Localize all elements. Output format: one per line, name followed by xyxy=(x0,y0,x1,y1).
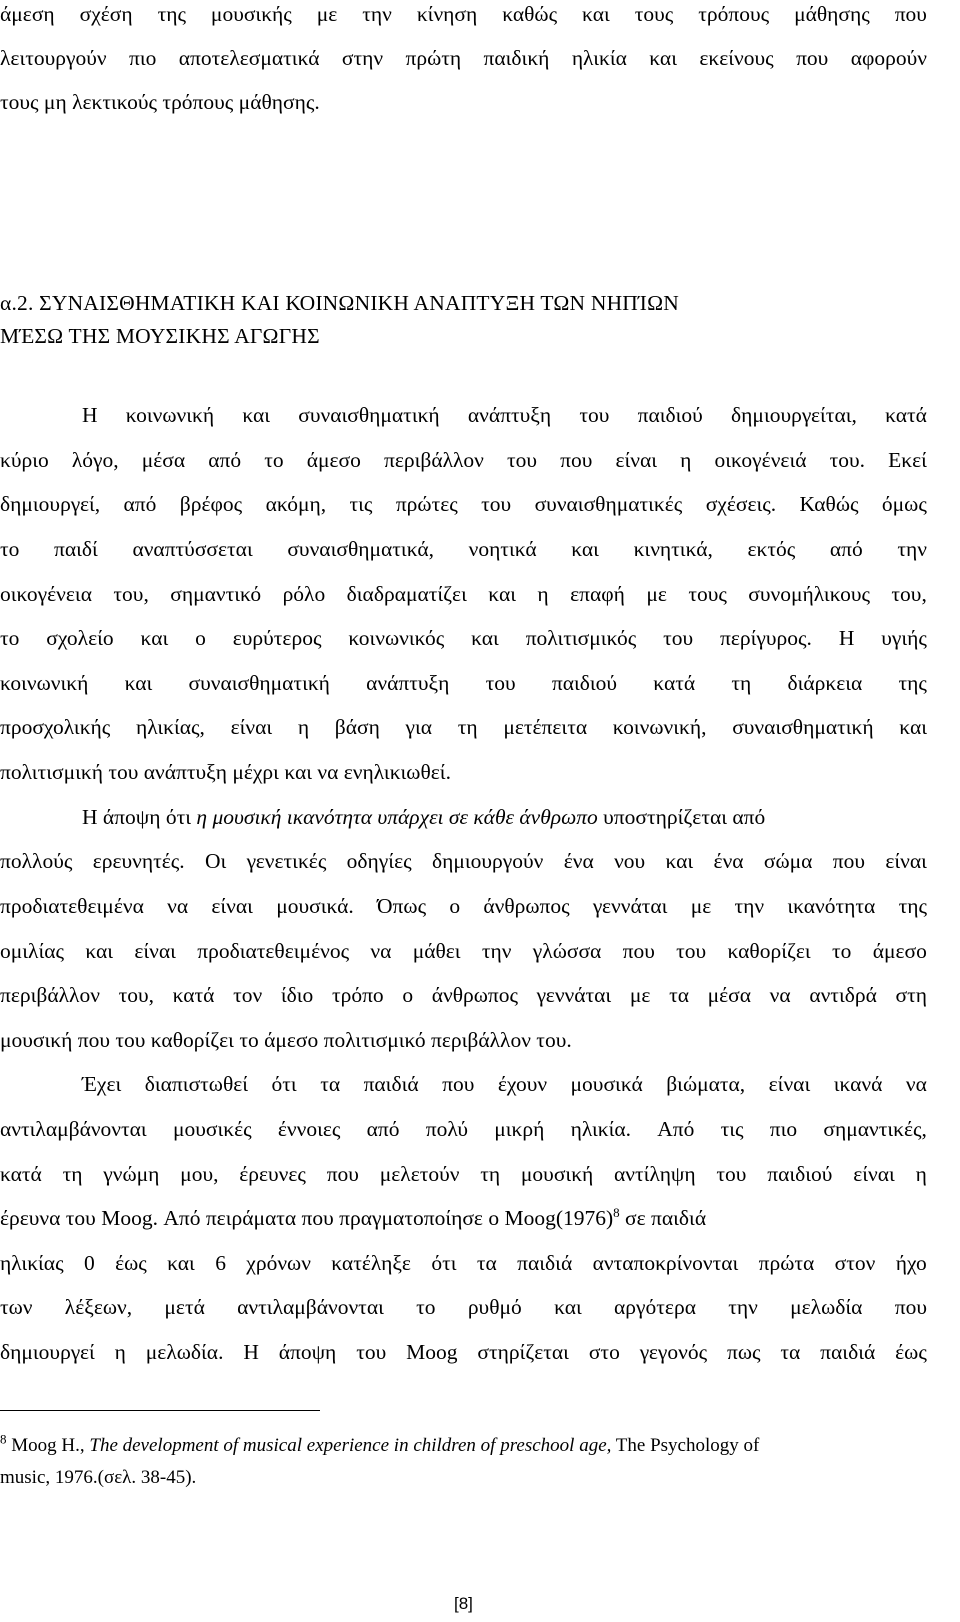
text-run: The Psychology of xyxy=(611,1435,760,1456)
body-text-line: πολιτισμική του ανάπτυξη μέχρι και να ενηλικιωθεί. xyxy=(0,760,451,784)
body-text-line: οικογένεια του, σημαντικό ρόλο διαδραματίζει και η επαφή με τους συνομήλικους του, xyxy=(0,582,927,606)
body-text-line: μουσική που του καθορίζει το άμεσο πολιτισμικό περιβάλλον του. xyxy=(0,1028,572,1052)
body-text-line: το σχολείο και ο ευρύτερος κοινωνικός και πολιτισμικός του περίγυρος. Η υγιής xyxy=(0,626,927,650)
text-run: υποστηρίζεται από xyxy=(597,805,766,829)
body-text-line: κύριο λόγο, μέσα από το άμεσο περιβάλλον του που είναι η οικογένειά του. Εκεί xyxy=(0,448,927,472)
section-heading-line: ΜΈΣΩ ΤΗΣ ΜΟΥΣΙΚΗΣ ΑΓΩΓΗΣ xyxy=(0,324,320,348)
footnote-line: music, 1976.(σελ. 38-45). xyxy=(0,1467,197,1488)
body-text-line: περιβάλλον του, κατά τον ίδιο τρόπο ο άνθρωπος γεννάται με τα μέσα να αντιδρά στη xyxy=(0,983,927,1007)
body-text-line: λειτουργούν πιο αποτελεσματικά στην πρώτη παιδική ηλικία και εκείνους που αφορούν xyxy=(0,46,927,70)
text-run: Η άποψη ότι xyxy=(82,805,197,829)
body-text-line: αντιλαμβάνονται μουσικές έννοιες από πολύ μικρή ηλικία. Από τις πιο σημαντικές, xyxy=(0,1117,927,1141)
body-text-line: πολλούς ερευνητές. Οι γενετικές οδηγίες δημιουργούν ένα νου και ένα σώμα που είναι xyxy=(0,849,927,873)
body-text-line: δημιουργεί η μελωδία. Η άποψη του Moog στηρίζεται στο γεγονός πως τα παιδιά έως xyxy=(0,1340,927,1364)
text-run: έρευνα του Moog. Από πειράματα που πραγματοποίησε ο Moog(1976) xyxy=(0,1206,614,1230)
text-run: σε παιδιά xyxy=(619,1206,707,1230)
footnote-line xyxy=(0,1431,760,1458)
body-text-line: κοινωνική και συναισθηματική ανάπτυξη του παιδιού κατά τη διάρκεια της xyxy=(0,671,927,695)
body-text-line xyxy=(0,1204,706,1232)
italic-text-run: η μουσική ικανότητα υπάρχει σε κάθε άνθρωπο xyxy=(196,805,598,829)
footnote-marker: 8 xyxy=(0,1431,7,1447)
body-text-line: Έχει διαπιστωθεί ότι τα παιδιά που έχουν μουσικά βιώματα, είναι ικανά να xyxy=(82,1072,927,1096)
body-text-line: προσχολικής ηλικίας, είναι η βάση για τη μετέπειτα κοινωνική, συναισθηματική και xyxy=(0,715,927,739)
body-text-line: Η κοινωνική και συναισθηματική ανάπτυξη του παιδιού δημιουργείται, κατά xyxy=(82,403,927,427)
page-number: [8] xyxy=(454,1594,473,1613)
body-text-line: των λέξεων, μετά αντιλαμβάνονται το ρυθμό και αργότερα την μελωδία που xyxy=(0,1295,927,1319)
body-text-line: άμεση σχέση της μουσικής με την κίνηση καθώς και τους τρόπους μάθησης που xyxy=(0,2,927,26)
footnote-separator xyxy=(0,1410,320,1411)
body-text-line: τους μη λεκτικούς τρόπους μάθησης. xyxy=(0,90,320,114)
body-text-line: το παιδί αναπτύσσεται συναισθηματικά, νοητικά και κινητικά, εκτός από την xyxy=(0,537,927,561)
body-text-line: δημιουργεί, από βρέφος ακόμη, τις πρώτες του συναισθηματικές σχέσεις. Καθώς όμως xyxy=(0,492,927,516)
italic-text-run: The development of musical experience in children of preschool age, xyxy=(89,1435,612,1456)
body-text-line: ηλικίας 0 έως και 6 χρόνων κατέληξε ότι τα παιδιά ανταποκρίνονται πρώτα στον ήχο xyxy=(0,1251,927,1275)
body-text-line: ομιλίας και είναι προδιατεθειμένος να μάθει την γλώσσα που του καθορίζει το άμεσο xyxy=(0,939,927,963)
body-text-line: κατά τη γνώμη μου, έρευνες που μελετούν τη μουσική αντίληψη του παιδιού είναι η xyxy=(0,1162,927,1186)
section-heading-line: α.2. ΣΥΝΑΙΣΘΗΜΑΤΙΚΗ ΚΑΙ ΚΟΙΝΩΝΙΚΗ ΑΝΑΠΤΥΞΗ ΤΩΝ ΝΗΠΊΩΝ xyxy=(0,291,679,315)
body-text-line xyxy=(82,803,765,831)
footnote-reference[interactable]: 8 xyxy=(613,1204,620,1220)
text-run: Moog H., xyxy=(6,1435,90,1456)
body-text-line: προδιατεθειμένα να είναι μουσικά. Όπως ο άνθρωπος γεννάται με την ικανότητα της xyxy=(0,894,927,918)
